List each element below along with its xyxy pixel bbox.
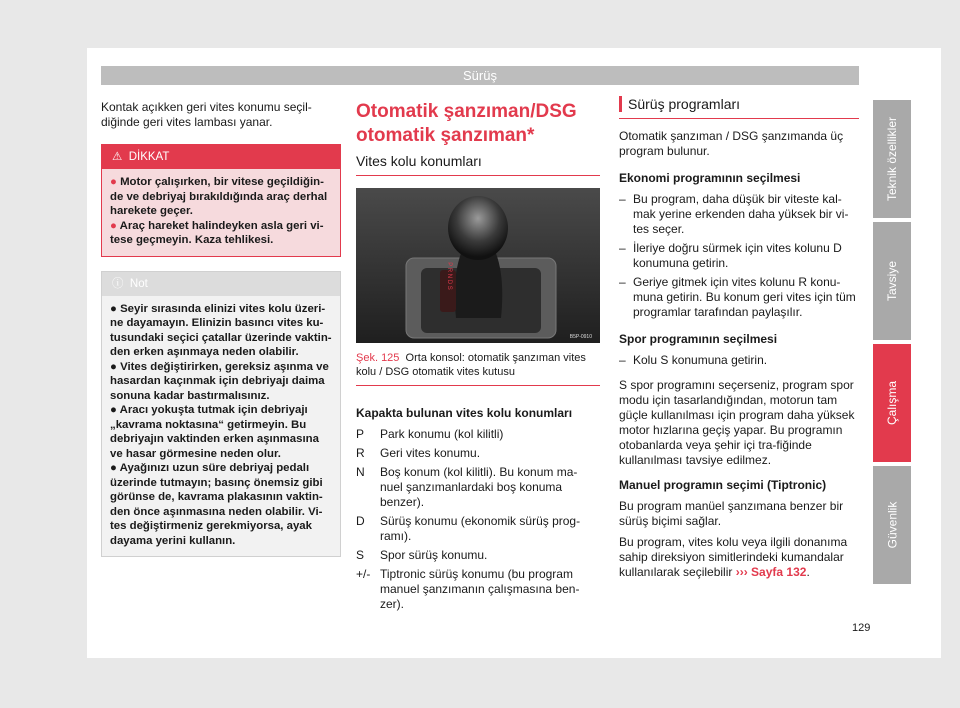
position-key: D (356, 514, 365, 528)
tab-tavsiye[interactable] (873, 222, 911, 340)
heading-marker (619, 96, 622, 112)
dash-icon: – (619, 275, 626, 289)
note-label: Not (129, 277, 148, 290)
sport-item (619, 353, 859, 368)
programs-heading (619, 96, 859, 119)
position-text: Spor sürüş konumu. (380, 548, 488, 562)
intro-text: Kontak açıkken geri vites konumu seçil-diğinde geri vites lambası yanar. (101, 100, 312, 129)
manual-text-1: Bu program manüel şanzımana benzer bir sürüş biçimi sağlar. (619, 499, 844, 528)
warning-triangle-icon: ⚠ (112, 151, 123, 163)
position-key: P (356, 427, 365, 441)
tab-label: Tavsiye (885, 260, 900, 302)
note-item (110, 360, 332, 404)
info-icon: ⓘ (112, 277, 124, 290)
warning-box (101, 144, 341, 257)
position-text: Tiptronic sürüş konumu (bu program manuel şanzımanın çalışmasına ben-zer). (380, 567, 580, 611)
manual-text-2-body: Bu program, vites kolu veya ilgili donanıma sahip direksiyon simitlerindeki kumandalar kullanılarak seçilebilir (619, 535, 848, 579)
tab-calisma[interactable] (873, 344, 911, 462)
eco-item-text: İleriye doğru sürmek için vites kolunu D konumuna getirin. (633, 241, 842, 270)
bullet-icon: ● (110, 360, 117, 373)
page-link[interactable]: ››› Sayfa 132 (735, 565, 807, 579)
eco-item (619, 192, 859, 237)
position-row (356, 427, 600, 442)
programs-heading-text: Sürüş programları (628, 95, 741, 112)
note-header (102, 272, 340, 296)
eco-item-text: Geriye gitmek için vites kolunu R konu-muna getirin. Bu konum geri vites için tüm programlar tarafından paylaşılır. (633, 275, 856, 319)
eco-item (619, 275, 859, 320)
position-text: Boş konum (kol kilitli). Bu konum ma-nuel şanzımanlardaki boş konuma benzer). (380, 465, 578, 509)
gear-lever-figure (356, 188, 600, 343)
eco-heading: Ekonomi programının seçilmesi (619, 171, 801, 185)
position-row (356, 465, 600, 510)
figure-code: B5P-0910 (569, 334, 592, 340)
warning-item-text: Araç hareket halindeyken asla geri vi-tese geçmeyin. Kaza tehlikesi. (110, 219, 324, 246)
position-row (356, 548, 600, 563)
section-header: Sürüş (101, 66, 859, 85)
position-row (356, 446, 600, 461)
note-item-text: Ayağınızı uzun süre debriyaj pedalı üzerinde tutmayın; basınç önemsiz gibi görünse de, kavrama plakasının vaktin-den önce aşınmasına neden olabilir. Vi-tes değiştirmeniz gerekmiyorsa, ayak dayama yerini kullanın. (110, 462, 323, 547)
tab-label: Güvenlik (885, 501, 899, 549)
position-key: N (356, 465, 365, 479)
gear-indicator-text: P R N D S (446, 262, 452, 290)
side-tabs (873, 100, 911, 588)
column-right (619, 96, 859, 586)
column-middle (356, 100, 600, 616)
programs-intro: Otomatik şanzıman / DSG şanzımanda üç program bulunur. (619, 129, 844, 158)
note-item-text: Aracı yokuşta tutmak için debriyajı „kavrama noktasına“ getirmeyin. Bu debriyajın vaktinden erken aşınmasına ve hasar görmesine neden olur. (110, 404, 319, 460)
bullet-icon: ● (110, 176, 117, 188)
sport-heading: Spor programının seçilmesi (619, 332, 778, 346)
note-item (110, 302, 332, 360)
position-text: Sürüş konumu (ekonomik sürüş prog-ramı). (380, 514, 581, 543)
bullet-icon: ● (110, 462, 117, 474)
section-subtitle: Vites kolu konumları (356, 154, 600, 176)
figure-caption (356, 351, 600, 386)
position-key: R (356, 446, 365, 460)
note-item (110, 461, 332, 548)
manual-heading: Manuel programın seçimi (Tiptronic) (619, 478, 827, 492)
sport-text: S spor programını seçerseniz, program spor modu için tasarlandığından, motorun tam güçle kullanılması için program daha yüksek motor hızlarına geçiş yapar. Bu programın otobanlarda veya şehir içi tra-fiğinde kullanılması tavsiye edilmez. (619, 378, 855, 467)
tab-guvenlik[interactable] (873, 466, 911, 584)
tab-label: Teknik özellikler (885, 116, 899, 202)
sport-item-text: Kolu S konumuna getirin. (633, 353, 768, 367)
note-item-text: Vites değiştirirken, gereksiz aşınma ve hasardan kaçınmak için debriyajı daima sonuna kadar bastırmalısınız. (110, 360, 329, 402)
positions-list (356, 427, 600, 612)
manual-text-2 (619, 535, 859, 580)
dash-icon: – (619, 192, 626, 206)
position-key: +/- (356, 567, 371, 581)
page-number: 129 (852, 622, 871, 634)
column-left (101, 100, 341, 557)
note-box (101, 271, 341, 558)
position-text: Geri vites konumu. (380, 446, 481, 460)
note-item (110, 403, 332, 461)
tab-teknik-ozellikler[interactable] (873, 100, 911, 218)
figure-caption-text: Orta konsol: otomatik şanzıman vites kolu / DSG otomatik vites kutusu (356, 352, 586, 378)
position-row (356, 567, 600, 612)
tab-label: Çalışma (885, 380, 900, 426)
section-title: Otomatik şanzıman/DSG otomatik şanzıman* (356, 101, 577, 146)
dash-icon: – (619, 241, 626, 255)
note-item-text: Seyir sırasında elinizi vites kolu üzeri-ne dayamayın. Elinizin basıncı vites ku-tusundaki seçici çatallar üzerinde vaktin-den erken aşınmaya neden olabilir. (110, 302, 332, 358)
warning-body (102, 169, 340, 256)
position-row (356, 514, 600, 544)
position-text: Park konumu (kol kilitli) (380, 427, 504, 441)
position-key: S (356, 548, 365, 562)
manual-text-end: . (806, 565, 810, 579)
warning-item (110, 175, 332, 219)
warning-header (102, 145, 340, 169)
note-body (102, 296, 340, 557)
bullet-icon: ● (110, 404, 117, 416)
warning-label: DİKKAT (128, 151, 170, 163)
gear-lever-illustration (356, 188, 600, 343)
eco-item (619, 241, 859, 271)
bullet-icon: ● (110, 302, 117, 315)
positions-heading: Kapakta bulunan vites kolu konumları (356, 406, 573, 420)
warning-item (110, 219, 332, 248)
warning-item-text: Motor çalışırken, bir vitese geçildiğin-de ve debriyaj bırakıldığında araç derhal harekete geçer. (110, 176, 328, 217)
figure-ref: Şek. 125 (356, 352, 400, 364)
eco-item-text: Bu program, daha düşük bir viteste kal-mak yerine erkenden daha yüksek bir vi-tes seçer. (633, 192, 849, 236)
bullet-icon: ● (110, 219, 117, 232)
dash-icon: – (619, 353, 626, 367)
